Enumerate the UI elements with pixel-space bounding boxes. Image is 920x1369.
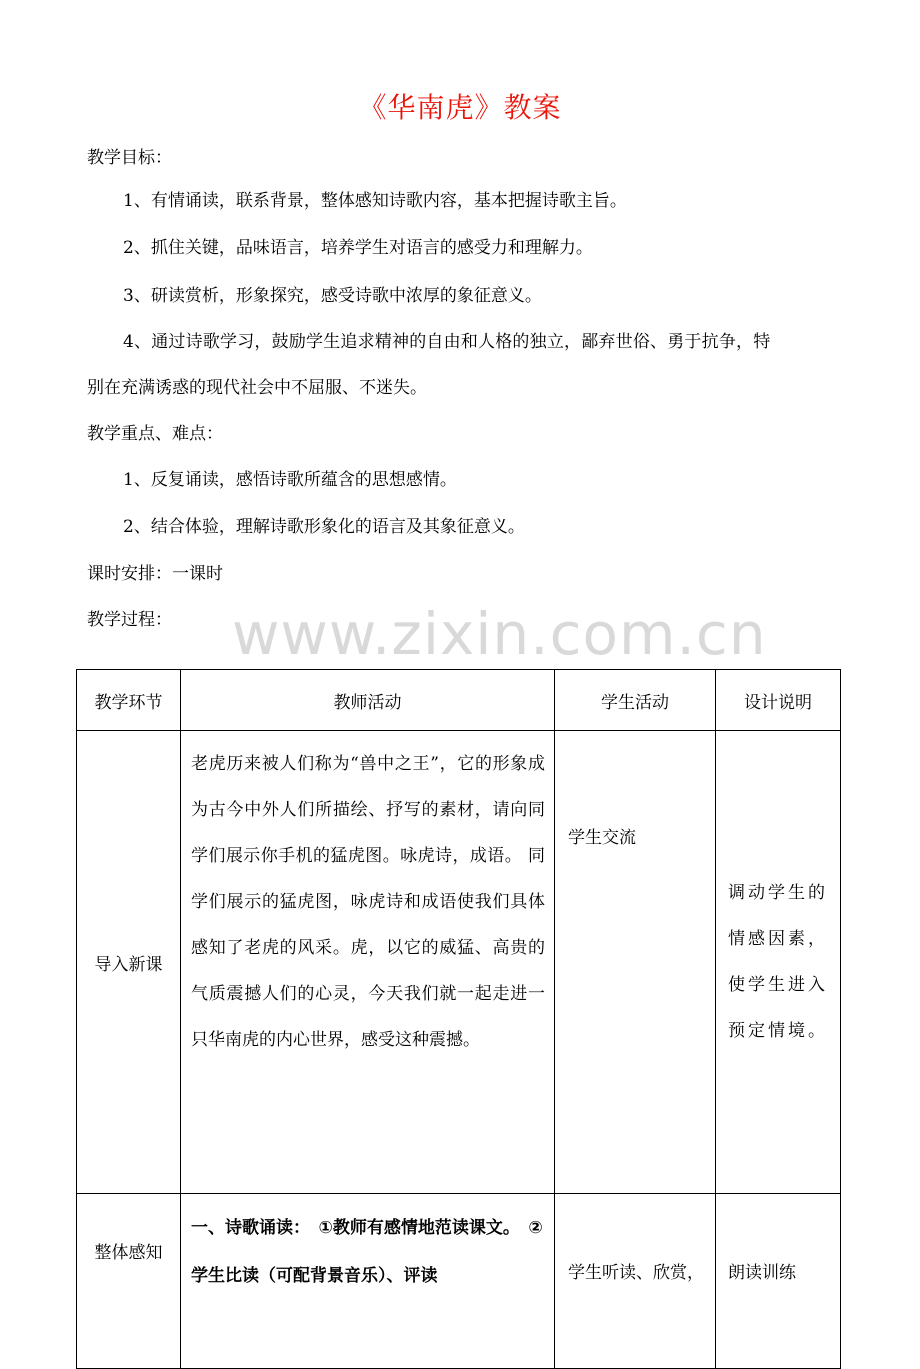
header-cell: 设计说明 [716, 670, 841, 731]
stage-cell: 导入新课 [77, 731, 181, 1194]
table-row [77, 731, 841, 1194]
goal-item-continued: 别在充满诱惑的现代社会中不屈服、不迷失。 [87, 378, 427, 398]
design-note-cell: 朗读训练 [716, 1194, 841, 1369]
goals-heading: 教学目标： [87, 148, 172, 168]
table-header-row [77, 670, 841, 731]
student-activity-cell: 学生交流 [555, 731, 716, 1194]
header-cell: 教学环节 [77, 670, 181, 731]
goal-item: 3、研读赏析，形象探究，感受诗歌中浓厚的象征意义。 [123, 286, 542, 306]
lesson-table [76, 669, 841, 1369]
key-point-item: 1、反复诵读，感悟诗歌所蕴含的思想感情。 [123, 470, 457, 490]
key-points-heading: 教学重点、难点： [87, 424, 223, 444]
header-cell: 教师活动 [181, 670, 555, 731]
teacher-activity-cell: 一、诗歌诵读： ①教师有感情地范读课文。 ②学生比读（可配背景音乐）、评读 [181, 1194, 555, 1369]
student-activity-cell: 学生听读、欣赏， [555, 1194, 716, 1369]
teacher-activity-cell: 老虎历来被人们称为“兽中之王”，它的形象成为古今中外人们所描绘、抒写的素材，请向同学们展示你手机的猛虎图。咏虎诗，成语。 同学们展示的猛虎图，咏虎诗和成语使我们具体感知了老虎的风采。虎，以它的威猛、高贵的气质震撼人们的心灵，今天我们就一起走进一只华南虎的内心世界，感受这种震撼。 [181, 731, 555, 1194]
goal-item: 4、通过诗歌学习，鼓励学生追求精神的自由和人格的独立，鄙弃世俗、勇于抗争，特 [123, 332, 771, 352]
stage-cell: 整体感知 [77, 1194, 181, 1369]
design-note-cell: 调动学生的情感因素，使学生进入预定情境。 [716, 731, 841, 1194]
header-cell: 学生活动 [555, 670, 716, 731]
goal-item: 2、抓住关键，品味语言，培养学生对语言的感受力和理解力。 [123, 238, 593, 258]
schedule-line: 课时安排：一课时 [87, 564, 223, 584]
table-row [77, 1194, 841, 1369]
key-point-item: 2、结合体验，理解诗歌形象化的语言及其象征意义。 [123, 517, 525, 537]
document-title: 《华南虎》教案 [358, 91, 562, 124]
watermark: www.zixin.com.cn [232, 600, 767, 668]
goal-item: 1、有情诵读，联系背景，整体感知诗歌内容，基本把握诗歌主旨。 [123, 191, 627, 211]
process-heading: 教学过程： [87, 610, 172, 630]
